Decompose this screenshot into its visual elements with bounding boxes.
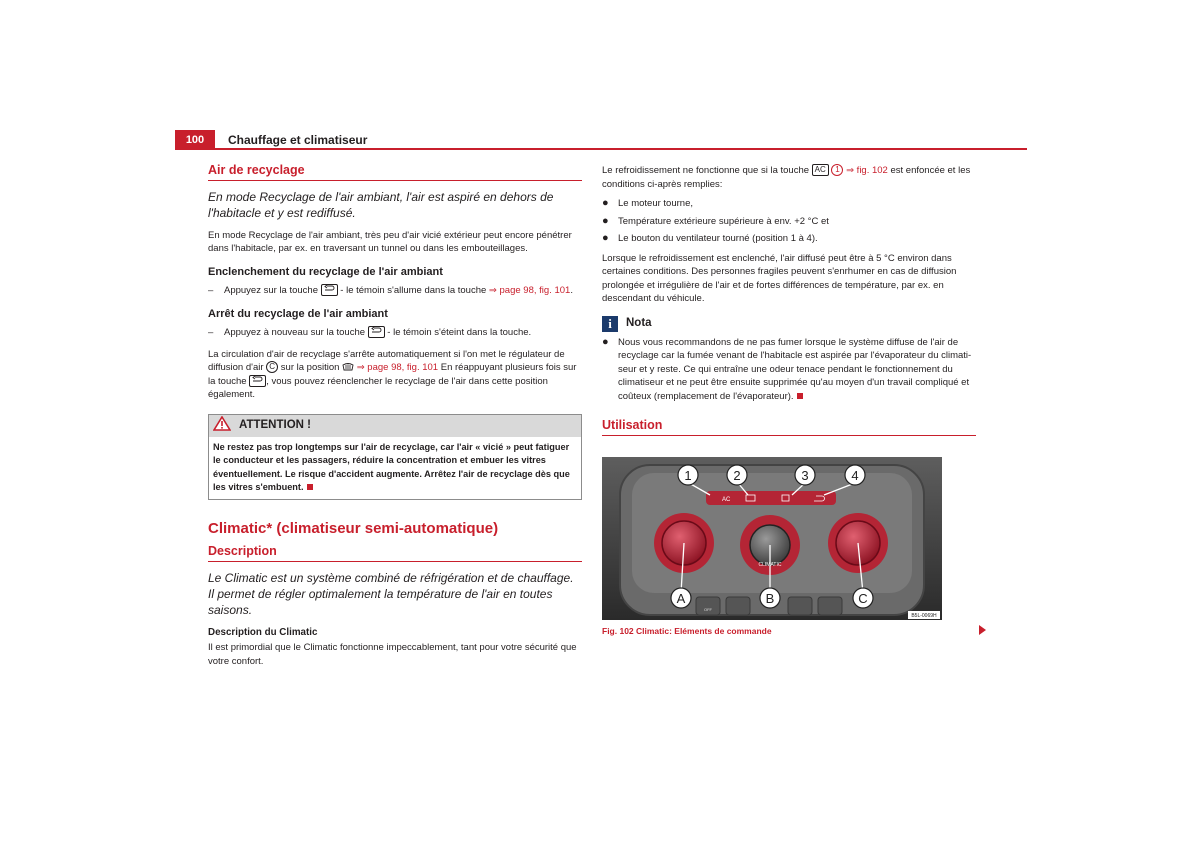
recycle-key-icon bbox=[321, 284, 338, 296]
callout-4: 4 bbox=[851, 468, 859, 483]
callout-3: 3 bbox=[801, 468, 809, 483]
section-heading-utilisation: Utilisation bbox=[602, 419, 976, 436]
climatic-control-panel-figure bbox=[602, 457, 942, 620]
key-c-icon: C bbox=[266, 361, 278, 373]
recycle-key-icon bbox=[249, 375, 266, 387]
cooling-warning-paragraph: Lorsque le refroidissement est enclenché, l'air diffusé peut être à 5 °C environ dans certaines conditions. Des personnes fragiles peuvent s'enrhumer en cas de diffusion prolongée et irrégulière de l'air et de fortes différences de température, par ex. en descendant du véhicule. bbox=[602, 252, 957, 304]
warning-box bbox=[208, 414, 582, 500]
list-item: ● Température extérieure supérieure à env. +2 °C et bbox=[602, 214, 829, 227]
end-marker bbox=[797, 393, 803, 399]
callout-b: B bbox=[765, 591, 775, 606]
ac-key-icon: AC bbox=[812, 164, 829, 176]
list-item: ● Le moteur tourne, bbox=[602, 197, 693, 209]
subheading-recycle-on: Enclenchement du recyclage de l'air ambiant bbox=[208, 265, 443, 278]
callout-2: 2 bbox=[733, 468, 741, 483]
dash-marker: – bbox=[208, 327, 214, 338]
recycle-paragraph: En mode Recyclage de l'air ambiant, très peu d'air vicié extérieur peut encore pénétrer dans l'habitacle, par ex. en traversant un tunnel ou dans les embouteillages. bbox=[208, 229, 572, 254]
left-column bbox=[208, 164, 582, 674]
description-intro: Le Climatic est un système combiné de réfrigération et de chauffage. Il permet de régler optimalement la température de l'air en toutes saisons. bbox=[208, 570, 574, 617]
button-off-label: OFF bbox=[704, 607, 712, 612]
callout-1: 1 bbox=[684, 468, 692, 483]
description-paragraph: Il est primordial que le Climatic fonctionne impeccablement, tant pour votre sécurité que votre confort. bbox=[208, 642, 577, 667]
page-link[interactable]: ⇒ page 98, fig. 101 bbox=[356, 362, 439, 373]
continue-arrow-icon bbox=[979, 625, 986, 635]
recycle-intro: En mode Recyclage de l'air ambiant, l'air est aspiré en dehors de l'habitacle et y est rediffusé. bbox=[208, 189, 554, 220]
figure-link[interactable]: ⇒ fig. 102 bbox=[846, 165, 888, 176]
right-column bbox=[602, 164, 976, 444]
page-number: 100 bbox=[175, 130, 215, 150]
info-icon: i bbox=[602, 316, 618, 332]
note-body: ● Nous vous recommandons de ne pas fumer lorsque le système diffuse de l'air de recyclage car la fumée venant de l'habitacle est aspirée par l'évaporateur du climatiseur et y reste. Ce qui entraîne une odeur tenace pendant le fonctionnement du climatiseur et ne peut être ensuite supprimée qu'au moyen d'un travail compliqué et coûteux (remplacement de l'évaporateur). bbox=[602, 335, 972, 402]
figure-code: B5L-0069H bbox=[911, 613, 937, 619]
recycle-on-step: – Appuyez sur la touche - le témoin s'allume dans la touche ⇒ page 98, fig. 101. bbox=[208, 285, 573, 296]
subheading-description: Description du Climatic bbox=[208, 626, 318, 638]
dash-marker: – bbox=[208, 285, 214, 296]
callout-a: A bbox=[676, 591, 686, 606]
note-title: Nota bbox=[626, 316, 652, 329]
knob-climatic-label: CLIMATIC bbox=[758, 562, 782, 568]
control-panel-illustration bbox=[602, 457, 942, 620]
page-link[interactable]: ⇒ page 98, fig. 101 bbox=[488, 285, 571, 296]
cooling-paragraph: Le refroidissement ne fonctionne que si la touche AC 1 ⇒ fig. 102 est enfoncée et les conditions ci-après remplies: bbox=[602, 165, 971, 190]
panel-ac-label: AC bbox=[722, 497, 731, 503]
warning-triangle-icon bbox=[213, 416, 231, 436]
list-item: ● Le bouton du ventilateur tourné (position 1 à 4). bbox=[602, 232, 818, 244]
header-rule bbox=[175, 148, 1027, 150]
warning-header bbox=[209, 415, 581, 437]
warning-body: Ne restez pas trop longtemps sur l'air de recyclage, car l'air « vicié » peut fatiguer le conducteur et les passagers, réduire la concentration et embuer les vitres éventuellement. Le risque d'accident augmente. Arrêtez l'air de recyclage dès que les vitres s'embuent. bbox=[213, 441, 570, 492]
windshield-defrost-icon bbox=[342, 362, 354, 373]
recycle-key-icon bbox=[368, 326, 385, 338]
end-marker bbox=[307, 484, 313, 490]
recycle-off-step: – Appuyez à nouveau sur la touche - le témoin s'éteint dans la touche. bbox=[208, 327, 532, 338]
chapter-title: Chauffage et climatiseur bbox=[228, 133, 368, 147]
section-heading-recycle: Air de recyclage bbox=[208, 164, 582, 181]
climatic-heading: Climatic* (climatiseur semi-automatique) bbox=[208, 519, 499, 537]
recycle-auto-paragraph: La circulation d'air de recyclage s'arrête automatiquement si l'on met le régulateur de diffusion d'air C sur la position ⇒ page 98, fig. 101 En réappuyant plusieurs fois sur la touche , vous pouvez réenclencher le recyclage de l'air dans cette position également. bbox=[208, 348, 577, 400]
note-header bbox=[602, 316, 976, 332]
warning-title: ATTENTION ! bbox=[239, 418, 311, 431]
callout-1-icon: 1 bbox=[831, 164, 843, 176]
callout-c: C bbox=[858, 591, 868, 606]
section-heading-description: Description bbox=[208, 545, 582, 562]
subheading-recycle-off: Arrêt du recyclage de l'air ambiant bbox=[208, 307, 388, 320]
figure-caption: Fig. 102 Climatic: Eléments de commande bbox=[602, 626, 772, 636]
